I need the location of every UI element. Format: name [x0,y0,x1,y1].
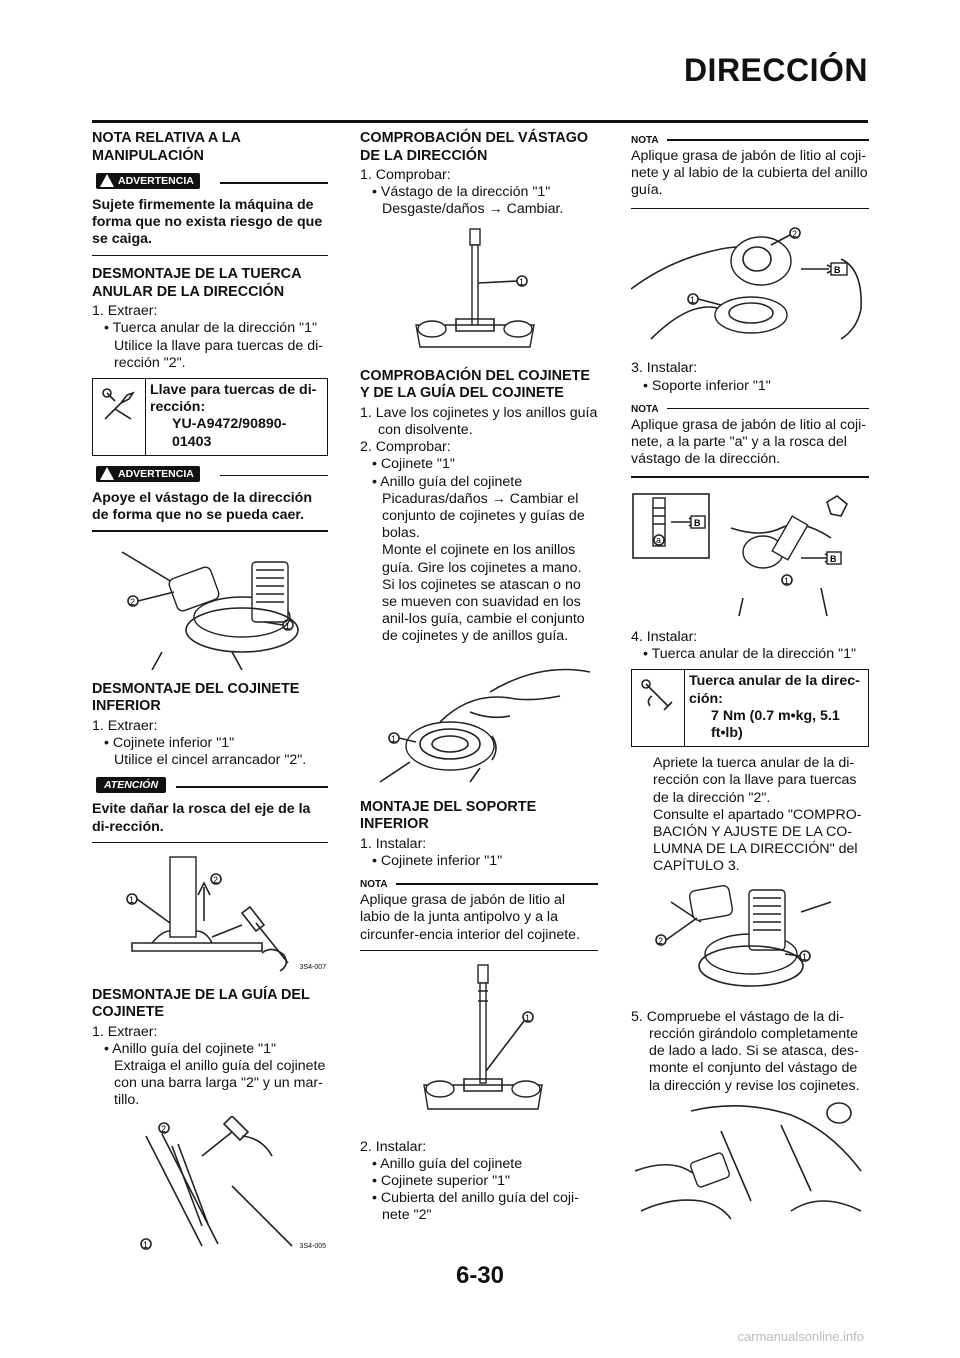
step-text: 1. Instalar: [360,835,427,852]
tool-spec-title: Llave para tuercas de di-rección: [150,381,317,416]
page-number: 6-30 [455,1262,505,1289]
caution-header [92,775,328,797]
bullet-subtext: Desgaste/daños → Cambiar. [382,201,564,218]
bullet-subtext: Monte el cojinete en los anillos guía. Gire los cojinetes a mano. Si los cojinetes se atascan o no se mueven con suavidad en los anil-los guía, cambie el conjunto de cojinetes y de anillos guía. [382,542,585,645]
step-text: 3. Instalar: [631,360,698,377]
step-text: 1. Extraer: [92,717,158,734]
note-rule [667,139,869,141]
illustration-lower-bracket [360,961,598,1132]
bullet-text: • Tuerca anular de la dirección "1" [643,646,856,663]
note-label: NOTA [360,879,388,891]
step-text: 2. Instalar: [360,1138,427,1155]
torque-spec-title: Tuerca anular de la direc-ción: [689,673,860,707]
note-rule [667,408,869,410]
warning-rule [220,475,328,477]
section-heading-lower-bracket-install: MONTAJE DEL SOPORTE INFERIOR [360,798,537,833]
illustration-race-removal [92,1116,328,1259]
bullet-text: • Vástago de la dirección "1" [372,184,551,201]
step-text: 5. Compruebe el vástago de la di-rección girándolo completamente de lado a lado. Si se atasca, des-monte el conjunto del vástago de la dirección y revise los cojinetes. [631,1008,860,1094]
bullet-text: • Anillo guía del cojinete [372,473,523,490]
note-text: Aplique grasa de jabón de litio al coji-nete, a la parte "a" y a la rosca del vástago de la dirección. [631,416,867,468]
callout-1: 1 [784,575,790,586]
step-text: 1. Extraer: [92,303,158,320]
bullet-text: • Cubierta del anillo guía del coji-nete "2" [372,1190,579,1224]
bullet-text: • Anillo guía del cojinete [372,1155,523,1172]
bullet-subtext: Utilice el cincel arrancador "2". [114,752,307,769]
warning-label: ADVERTENCIA [118,175,194,187]
illustration-grease-bearing [631,219,869,354]
callout-grease-b: B [694,517,701,528]
note-header [631,401,869,415]
note-text: Aplique grasa de jabón de litio al coji-nete y al labio de la cubierta del anillo guía. [631,148,868,199]
divider [92,530,328,532]
callout-1: 1 [802,951,808,962]
torque-wrench-icon [632,670,685,746]
warning-icon [100,467,114,480]
caution-rule [176,786,328,788]
bullet-subtext: Apriete la tuerca anular de la di-rección con la llave para tuercas de la dirección "2". [653,755,857,806]
column-right [631,130,869,1236]
title-divider [92,120,868,123]
section-heading-stem-check: COMPROBACIÓN DEL VÁSTAGO DE LA DIRECCIÓN [360,130,589,164]
figure-code: 3S4-007 [299,964,326,972]
callout-1: 1 [690,295,696,306]
step-text: 1. Comprobar: [360,167,451,183]
column-middle [360,130,598,1225]
warning-text: Apoye el vástago de la dirección de forma que no se pueda caer. [92,489,312,523]
warning-label: ADVERTENCIA [118,467,194,480]
illustration-bearing-chisel [92,853,328,980]
watermark: carmanualsonline.info [737,1329,864,1344]
step-text: 1. Lave los cojinetes y los anillos guía con disolvente. [360,404,598,439]
step-text: 4. Instalar: [631,629,698,646]
bullet-subtext: Utilice la llave para tuercas de di-rección "2". [114,337,323,371]
warning-rule [220,182,328,184]
section-heading-bearing-check: COMPROBACIÓN DEL COJINETE Y DE LA GUÍA DEL COJINETE [360,367,591,402]
note-text: Aplique grasa de jabón de litio al labio de la junta antipolvo y a la circunfer-encia interior del cojinete. [360,892,581,943]
bullet-text: • Cojinete superior "1" [372,1172,511,1189]
divider [92,255,328,257]
illustration-stem-rotation [631,1101,869,1230]
callout-2: 2 [658,935,664,946]
warning-text: Sujete firmemente la máquina de forma que no exista riesgo de que se caiga. [92,197,323,248]
section-heading-handling: NOTA RELATIVA A LA MANIPULACIÓN [92,130,241,164]
bullet-text: • Cojinete "1" [372,456,455,473]
caution-text: Evite dañar la rosca del eje de la di-rección. [92,801,311,835]
torque-spec-value: 7 Nm (0.7 m•kg, 5.1 ft•lb) [711,707,840,742]
callout-2: 2 [161,1123,167,1134]
warning-header [92,171,328,193]
bullet-subtext: Consulte el apartado "COMPRO-BACIÓN Y AJUSTE DE LA CO-LUMNA DE LA DIRECCIÓN" del CAPÍTULO 3. [653,806,862,875]
illustration-bearing-hand [360,652,598,793]
warning-badge [96,466,200,482]
callout-1: 1 [519,276,525,287]
note-label: NOTA [631,135,659,146]
callout-grease-b: B [830,553,837,564]
note-header [631,132,869,146]
illustration-ring-nut-wrench [92,542,328,675]
page-title: DIRECCIÓN [683,52,868,88]
callout-2: 2 [130,596,136,607]
callout-2: 2 [792,229,798,240]
note-header [360,876,598,890]
callout-2: 2 [213,875,219,886]
callout-grease-b: B [834,265,841,276]
illustration-lower-bracket-install [631,488,869,623]
section-heading-ring-nut-removal: DESMONTAJE DE LA TUERCA ANULAR DE LA DIRECCIÓN [92,266,301,300]
section-heading-bearing-race-removal: DESMONTAJE DE LA GUÍA DEL COJINETE [92,986,310,1021]
note-rule [396,883,598,885]
callout-1: 1 [391,733,397,744]
bullet-subtext: Extraiga el anillo guía del cojinete con una barra larga "2" y un mar-tillo. [114,1057,326,1109]
callout-1: 1 [129,895,135,906]
bullet-text: • Anillo guía del cojinete "1" [104,1040,277,1057]
warning-icon [100,174,114,187]
divider [631,208,869,210]
illustration-ring-nut-tighten [631,882,869,1003]
warning-header [92,464,328,486]
torque-spec-box [631,669,869,747]
warning-badge [96,173,200,189]
callout-1: 1 [525,1013,531,1024]
tool-spec-value: YU-A9472/90890-01403 [172,416,287,450]
section-heading-lower-bearing-removal: DESMONTAJE DEL COJINETE INFERIOR [92,680,300,715]
step-text: 2. Comprobar: [360,439,451,456]
note-label: NOTA [631,403,659,415]
column-left [92,130,328,1265]
bullet-text: • Soporte inferior "1" [643,377,771,394]
illustration-steering-stem [360,225,598,362]
bullet-subtext: Picaduras/daños → Cambiar el conjunto de cojinetes y guías de bolas. [382,490,585,542]
wrench-icon [93,379,146,455]
bullet-text: • Cojinete inferior "1" [104,735,235,752]
callout-a: a [656,534,662,545]
step-text: 1. Extraer: [92,1023,158,1040]
tool-spec-box [92,378,328,456]
callout-1: 1 [143,1239,149,1250]
figure-code: 3S4-005 [299,1242,326,1250]
divider [631,476,869,478]
caution-badge: ATENCIÓN [96,777,166,793]
bullet-text: • Cojinete inferior "1" [372,853,503,870]
bullet-text: • Tuerca anular de la dirección "1" [104,320,317,337]
callout-1: 1 [285,620,291,631]
divider [360,950,598,952]
divider [92,842,328,844]
